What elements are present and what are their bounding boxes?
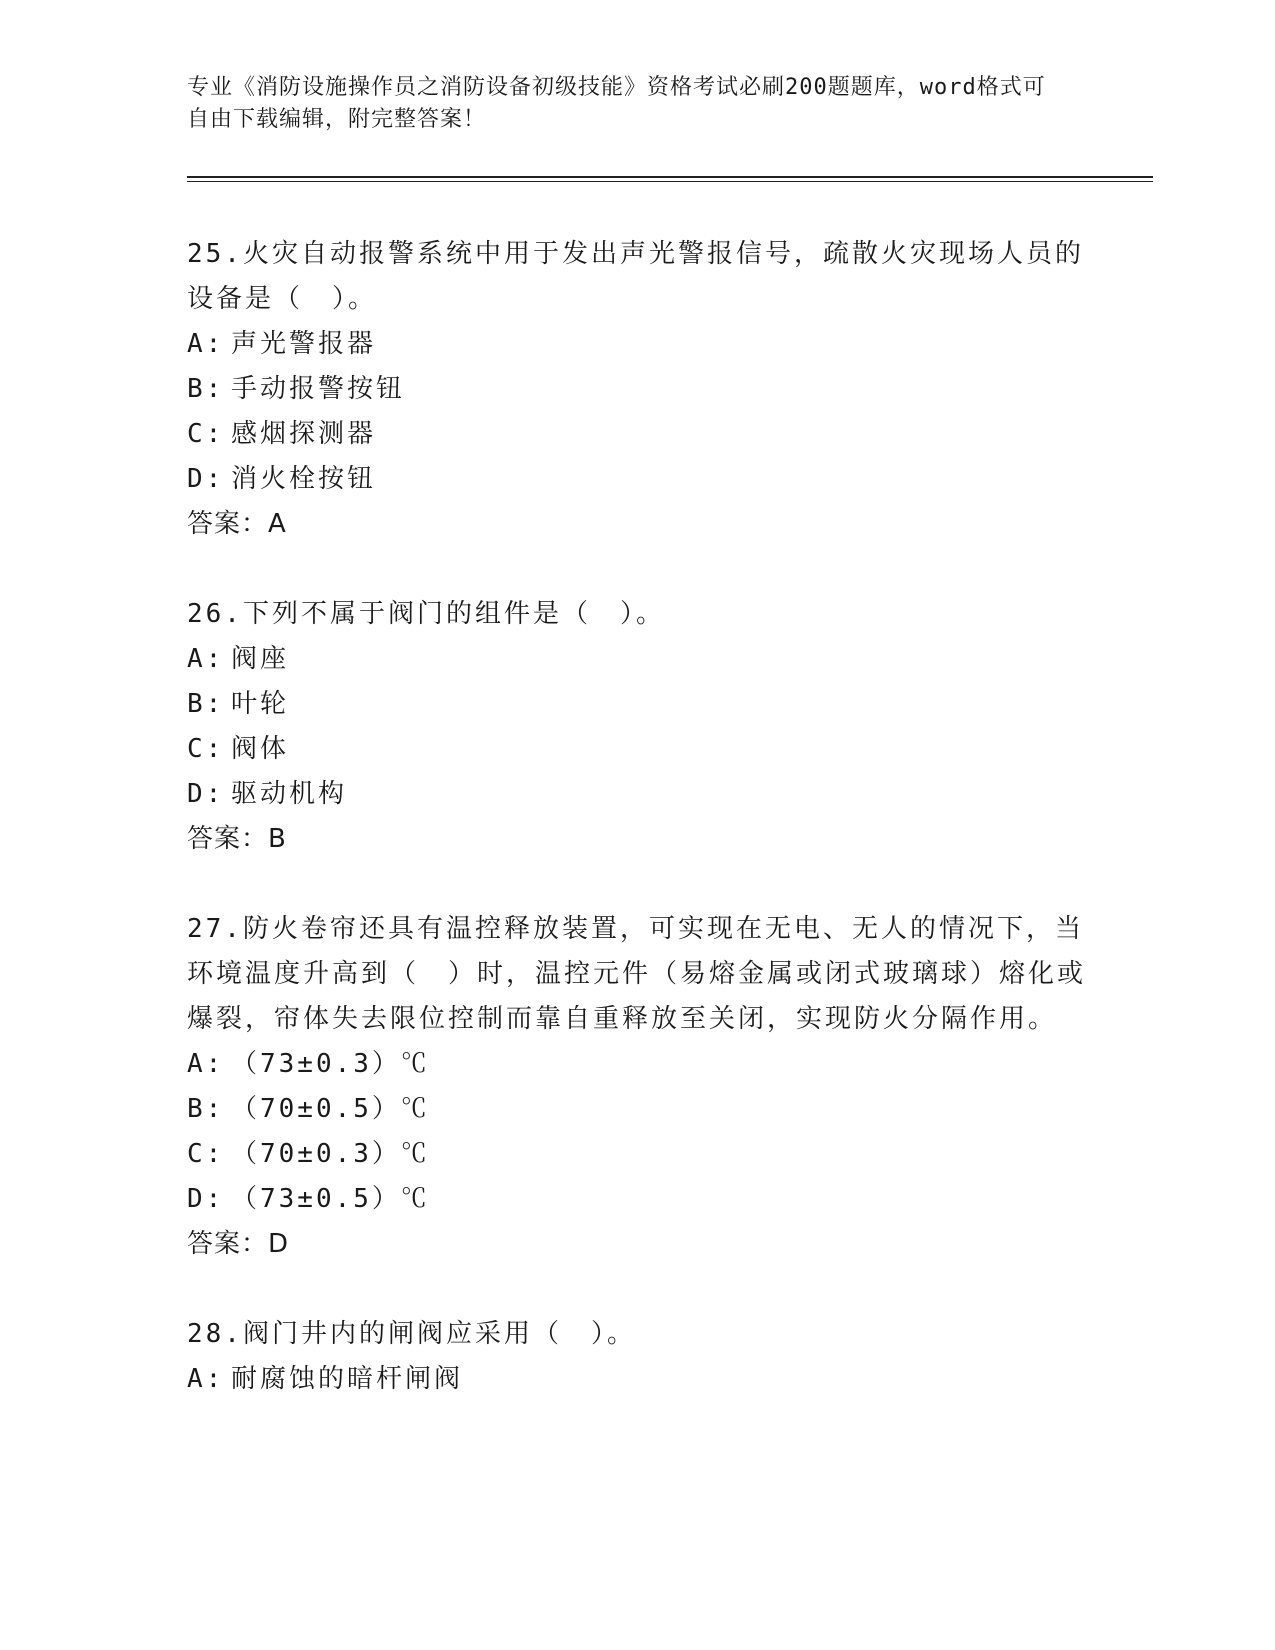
question-25 [187, 232, 1087, 547]
option-text: 消火栓按钮 [231, 464, 377, 494]
question-spacer [187, 547, 1087, 592]
answer-value: A [268, 509, 287, 539]
option-text: 耐腐蚀的暗杆闸阀 [231, 1364, 464, 1394]
option-a [187, 322, 1087, 367]
question-28 [187, 1312, 1087, 1402]
question-26 [187, 592, 1087, 862]
option-key: A: [187, 644, 225, 674]
option-text: 驱动机构 [231, 779, 348, 809]
question-text: 下列不属于阀门的组件是（ ）。 [242, 599, 665, 629]
header-divider-thin [187, 181, 1153, 182]
option-text: 手动报警按钮 [231, 374, 406, 404]
option-text: （73±0.5）℃ [231, 1184, 430, 1214]
option-c [187, 727, 1087, 772]
option-d [187, 457, 1087, 502]
answer-line [187, 817, 1087, 862]
option-key: D: [187, 1184, 225, 1214]
option-key: C: [187, 419, 225, 449]
option-b [187, 1087, 1087, 1132]
option-a [187, 1357, 1087, 1402]
option-c [187, 412, 1087, 457]
option-b [187, 682, 1087, 727]
answer-line [187, 502, 1087, 547]
answer-value: B [268, 824, 287, 854]
answer-label: 答案： [187, 509, 269, 539]
header-divider-thick [187, 176, 1153, 178]
option-text: （70±0.3）℃ [231, 1139, 430, 1169]
question-number: 28. [187, 1319, 243, 1349]
option-text: 声光警报器 [231, 329, 377, 359]
option-key: D: [187, 779, 225, 809]
option-key: A: [187, 329, 225, 359]
answer-value: D [268, 1229, 290, 1259]
option-text: （73±0.3）℃ [231, 1049, 430, 1079]
option-text: 感烟探测器 [231, 419, 377, 449]
question-stem [187, 907, 1087, 1042]
option-text: （70±0.5）℃ [231, 1094, 430, 1124]
answer-line [187, 1222, 1087, 1267]
option-a [187, 1042, 1087, 1087]
question-list [187, 232, 1087, 1402]
option-c [187, 1132, 1087, 1177]
option-d [187, 1177, 1087, 1222]
question-number: 27. [187, 914, 243, 944]
option-key: A: [187, 1364, 225, 1394]
option-key: C: [187, 734, 225, 764]
question-stem [187, 232, 1087, 322]
option-text: 阀座 [231, 644, 290, 674]
option-key: D: [187, 464, 225, 494]
question-text: 防火卷帘还具有温控释放装置，可实现在无电、无人的情况下，当环境温度升高到（ ）时，温控元件（易熔金属或闭式玻璃球）熔化或爆裂，帘体失去限位控制而靠自重释放至关闭，实现防火分隔作用。 [187, 914, 1087, 1034]
answer-label: 答案： [187, 1229, 269, 1259]
option-d [187, 772, 1087, 817]
option-b [187, 367, 1087, 412]
question-stem [187, 1312, 1087, 1357]
question-text: 阀门井内的闸阀应采用（ ）。 [242, 1319, 636, 1349]
answer-label: 答案： [187, 824, 269, 854]
option-key: B: [187, 374, 225, 404]
option-key: B: [187, 1094, 225, 1124]
question-27 [187, 907, 1087, 1267]
question-number: 26. [187, 599, 243, 629]
option-a [187, 637, 1087, 682]
question-spacer [187, 1267, 1087, 1312]
document-header: 专业《消防设施操作员之消防设备初级技能》资格考试必刷200题题库，word格式可自由下载编辑，附完整答案！ [187, 75, 1046, 132]
question-stem [187, 592, 1087, 637]
question-number: 25. [187, 239, 243, 269]
option-text: 叶轮 [231, 689, 290, 719]
option-key: A: [187, 1049, 225, 1079]
option-key: C: [187, 1139, 225, 1169]
question-text: 火灾自动报警系统中用于发出声光警报信号，疏散火灾现场人员的设备是（ ）。 [187, 239, 1084, 314]
option-key: B: [187, 689, 225, 719]
option-text: 阀体 [231, 734, 290, 764]
question-spacer [187, 862, 1087, 907]
